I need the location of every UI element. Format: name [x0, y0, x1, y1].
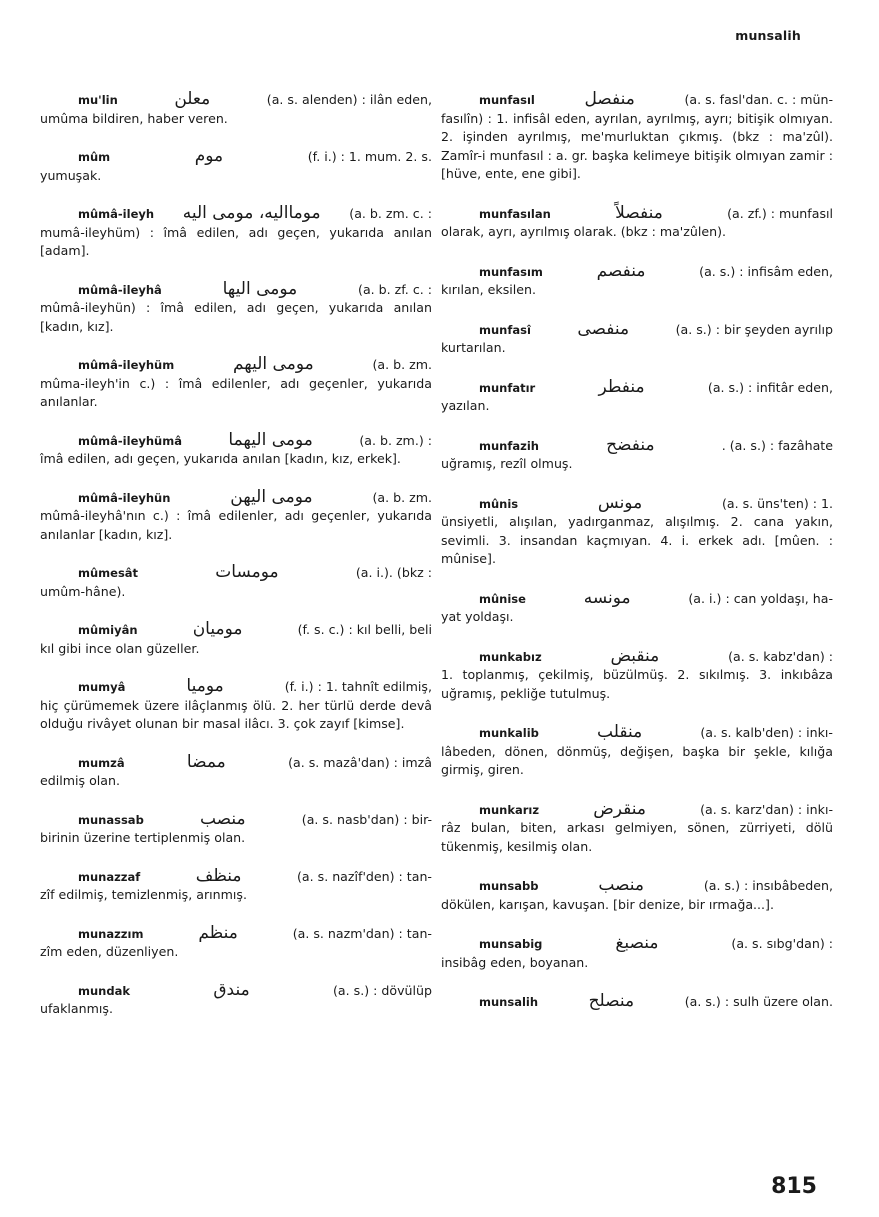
arabic-spelling: منفضح — [606, 434, 655, 455]
headword: munazzaf — [78, 869, 141, 884]
definition-start: (a. s. üns'ten) : 1. — [721, 495, 833, 511]
headword: mûmesât — [78, 566, 139, 580]
entry-first-line — [40, 867, 432, 887]
dictionary-entry — [40, 90, 432, 128]
arabic-spelling: منفصم — [596, 260, 646, 281]
headword: mumyâ — [78, 680, 126, 694]
dictionary-entry — [40, 753, 432, 791]
dictionary-entry — [441, 876, 833, 914]
definition-continuation: 1. toplanmış, çekilmiş, büzülmüş. 2. sıkılmış. 3. inkıbâza uğramış, pekliğe tutulmuş. — [441, 667, 833, 701]
definition-start: (a. b. zm.) : — [359, 432, 432, 448]
arabic-spelling: منقرض — [593, 798, 646, 819]
entry-first-line — [40, 90, 432, 110]
definition-start: (f. i.) : 1. tahnît edilmiş, — [284, 679, 432, 694]
dictionary-entry — [441, 262, 833, 300]
dictionary-entry — [40, 204, 432, 261]
headword: mûmâ-ileyh — [78, 207, 155, 221]
right-column — [441, 90, 833, 1032]
entry-first-line — [441, 992, 833, 1012]
headword: munkabız — [479, 649, 542, 664]
entry-first-line — [40, 355, 432, 375]
definition-continuation: dökülen, karışan, kavuşan. [bir denize, bir ırmağa...]. — [441, 896, 774, 912]
entry-first-line — [40, 204, 432, 224]
entry-first-line — [441, 723, 833, 743]
dictionary-entry — [441, 992, 833, 1012]
headword: mûmâ-ileyhümâ — [78, 433, 182, 448]
headword: munfasî — [479, 322, 531, 337]
dictionary-entry — [40, 620, 432, 658]
definition-start: (f. i.) : 1. mum. 2. s. — [307, 149, 432, 164]
dictionary-entry — [40, 563, 432, 601]
definition-start: (a. i.) : can yoldaşı, ha- — [688, 590, 833, 606]
left-column — [40, 90, 432, 1038]
definition-continuation: birinin üzerine tertiplenmiş olan. — [40, 830, 246, 845]
entry-first-line — [40, 753, 432, 773]
arabic-spelling: منفصل — [584, 89, 635, 109]
definition-start: (a. zf.) : munfasıl — [727, 205, 833, 221]
dictionary-entry — [40, 431, 432, 469]
headword: munfazih — [479, 438, 539, 453]
dictionary-entry — [441, 589, 833, 627]
headword: munazzım — [78, 926, 144, 941]
arabic-spelling: مومى اليهما — [228, 429, 313, 450]
dictionary-entry — [441, 494, 833, 569]
entry-first-line — [441, 589, 833, 609]
page-number: 815 — [771, 1174, 817, 1199]
dictionary-entry — [40, 867, 432, 905]
definition-continuation: hiç çürümemek üzere ilâçlanmış ölü. 2. her türlü derde devâ olduğu rivâyet olunan bir masal ilâcı. 3. çok zayıf [kimse]. — [40, 697, 432, 731]
dictionary-entry — [441, 320, 833, 358]
definition-start: (a. b. zm. — [372, 489, 432, 505]
arabic-spelling: ممضا — [186, 751, 226, 772]
headword: munassab — [78, 812, 144, 827]
dictionary-entry — [40, 924, 432, 962]
definition-start: (a. b. zm. c. : — [349, 206, 432, 221]
definition-continuation: mûmâ-ileyhün) : îmâ edilen, adı geçen, yukarıda anılan [kadın, kız]. — [40, 300, 432, 334]
definition-start: (a. s. nasb'dan) : bir- — [301, 811, 432, 827]
definition-continuation: ünsiyetli, alışılan, yadırganmaz, alışılmış. 2. cana yakın, sevimli. 3. insandan kaçmıyan. 4. i. erkek adı. [mûen. : mûnise]. — [441, 514, 833, 566]
arabic-spelling: منظم — [198, 922, 238, 943]
arabic-spelling: منصب — [199, 808, 246, 829]
definition-continuation: fasılîn) : 1. infisâl eden, ayrılan, ayrılmış, ayrı; bitişik olmıyan. 2. işinden ayrılmış, me'murluktan çıkmış. (bkz : ma'zûl). Zamîr-i munfasıl : a. gr. başka kelimeye bitişik olmıyan zamir : [hüve, ente, ene gibi]. — [441, 110, 833, 181]
dictionary-entry — [40, 355, 432, 412]
dictionary-entry — [40, 981, 432, 1019]
definition-start: (a. s. kabz'dan) : — [728, 648, 833, 664]
definition-continuation: kıl gibi ince olan güzeller. — [40, 640, 200, 656]
definition-continuation: olarak, ayrı, ayrılmış olarak. (bkz : ma'zûlen). — [441, 224, 727, 239]
headword: munfasıl — [479, 93, 535, 107]
definition-start: (a. s.) : bir şeyden ayrılıp — [675, 321, 833, 337]
arabic-spelling: مونس — [597, 492, 643, 513]
arabic-spelling: مومااليه، مومى اليه — [182, 203, 321, 223]
entry-first-line — [441, 436, 833, 456]
definition-start: (a. s.) : insıbâbeden, — [703, 878, 833, 893]
definition-start: (a. s.) : infitâr eden, — [707, 379, 833, 395]
headword: mûmiyân — [78, 623, 138, 637]
dictionary-entry — [40, 488, 432, 545]
arabic-spelling: مونسه — [583, 587, 631, 608]
definition-continuation: insibâg eden, boyanan. — [441, 954, 589, 970]
entry-first-line — [40, 981, 432, 1001]
definition-start: (a. s. karz'dan) : inkı- — [700, 801, 833, 817]
definition-start: (a. s. kalb'den) : inkı- — [700, 725, 833, 740]
entry-first-line — [441, 934, 833, 954]
dictionary-entry — [441, 723, 833, 780]
definition-start: (a. i.). (bkz : — [355, 565, 432, 580]
arabic-spelling: منفصلاً — [615, 202, 663, 223]
headword: mundak — [78, 983, 130, 998]
definition-start: . (a. s.) : fazâhate — [721, 437, 833, 453]
arabic-spelling: موميان — [192, 619, 243, 639]
entry-first-line — [441, 494, 833, 514]
running-head: munsalih — [735, 28, 801, 43]
definition-continuation: uğramış, rezîl olmuş. — [441, 456, 573, 471]
entry-first-line — [441, 800, 833, 820]
entry-first-line — [40, 280, 432, 300]
headword: mûm — [78, 150, 111, 164]
arabic-spelling: موميا — [186, 676, 224, 696]
headword: mûmâ-ileyhâ — [78, 282, 162, 297]
definition-continuation: mûmâ-ileyhâ'nın c.) : îmâ edilenler, adı geçenler, yukarıda anılanlar [kadın, kız]. — [40, 508, 432, 542]
dictionary-entry — [441, 378, 833, 416]
definition-continuation: umûma bildiren, haber veren. — [40, 110, 228, 126]
headword: mûmâ-ileyhüm — [78, 358, 175, 372]
definition-start: (a. s. sıbg'dan) : — [731, 936, 833, 951]
entry-first-line — [441, 876, 833, 896]
headword: mumzâ — [78, 755, 125, 770]
definition-continuation: râz bulan, biten, arkası gelmiyen, sönen, zürriyeti, dölü tükenmiş, kesilmiş olan. — [441, 820, 833, 854]
arabic-spelling: منظف — [195, 865, 242, 886]
dictionary-entry — [441, 800, 833, 857]
definition-continuation: îmâ edilen, adı geçen, yukarıda anılan [kadın, kız, erkek]. — [40, 451, 401, 466]
arabic-spelling: موم — [194, 146, 224, 166]
entry-first-line — [441, 320, 833, 340]
definition-continuation: edilmiş olan. — [40, 773, 120, 788]
entry-first-line — [40, 810, 432, 830]
entry-first-line — [40, 431, 432, 451]
definition-continuation: ufaklanmış. — [40, 1001, 113, 1016]
headword: munfasım — [479, 264, 543, 279]
definition-continuation: umûm-hâne). — [40, 583, 126, 599]
arabic-spelling: منفصى — [577, 318, 630, 339]
entry-first-line — [441, 378, 833, 398]
dictionary-entry — [441, 90, 833, 184]
dictionary-entry — [40, 147, 432, 185]
definition-start: (a. s. fasl'dan. c. : mün- — [684, 92, 833, 107]
dictionary-entry — [441, 436, 833, 474]
arabic-spelling: منصبغ — [615, 933, 659, 953]
definition-continuation: yat yoldaşı. — [441, 609, 514, 624]
entry-first-line — [441, 90, 833, 110]
dictionary-entry — [441, 647, 833, 704]
definition-continuation: kırılan, eksilen. — [441, 282, 537, 297]
arabic-spelling: منقبض — [610, 645, 660, 666]
definition-start: (a. s. nazm'dan) : tan- — [292, 925, 432, 941]
definition-continuation: lâbeden, dönen, dönmüş, değişen, başka bir şekle, kılığa girmiş, giren. — [441, 743, 833, 777]
definition-start: (a. s.) : infisâm eden, — [699, 263, 833, 279]
arabic-spelling: منصب — [598, 875, 644, 895]
headword: munsabb — [479, 879, 539, 893]
arabic-spelling: مندق — [213, 979, 250, 1000]
headword: mûnis — [479, 496, 519, 511]
dictionary-entry — [40, 810, 432, 848]
arabic-spelling: مومى اليهن — [230, 486, 313, 507]
headword: munsabig — [479, 937, 543, 951]
dictionary-entry — [441, 204, 833, 242]
headword: munkalib — [479, 726, 539, 740]
headword: munfatır — [479, 380, 536, 395]
arabic-spelling: منقلب — [597, 722, 643, 742]
entry-first-line — [40, 488, 432, 508]
arabic-spelling: منفطر — [598, 376, 645, 397]
definition-continuation: mûma-ileyh'in c.) : îmâ edilenler, adı geçenler, yukarıda anılanlar. — [40, 375, 432, 409]
definition-continuation: kurtarılan. — [441, 340, 506, 355]
dictionary-entry — [40, 677, 432, 734]
definition-start: (a. b. zf. c. : — [358, 281, 432, 297]
entry-first-line — [441, 262, 833, 282]
headword: mûnise — [479, 591, 526, 606]
definition-continuation: zîm eden, düzenliyen. — [40, 944, 179, 959]
definition-start: (a. s. mazâ'dan) : imzâ — [288, 754, 432, 770]
entry-first-line — [40, 620, 432, 640]
definition-continuation: yazılan. — [441, 398, 490, 413]
dictionary-entry — [40, 280, 432, 337]
arabic-spelling: مومى اليهم — [232, 354, 314, 374]
arabic-spelling: معلن — [174, 89, 211, 109]
headword: munsalih — [479, 995, 539, 1009]
definition-start: (a. s.) : sulh üzere olan. — [684, 994, 833, 1009]
definition-start: (f. s. c.) : kıl belli, beli — [297, 622, 432, 637]
entry-first-line — [40, 147, 432, 167]
headword: munkarız — [479, 802, 540, 817]
headword: mu'lin — [78, 93, 118, 107]
definition-start: (a. b. zm. — [372, 357, 432, 372]
entry-first-line — [441, 647, 833, 667]
headword: munfasılan — [479, 206, 551, 221]
definition-start: (a. s. alenden) : ilân eden, — [266, 92, 432, 107]
definition-start: (a. s.) : dövülüp — [333, 982, 432, 998]
definition-continuation: yumuşak. — [40, 167, 102, 183]
dictionary-entry — [441, 934, 833, 972]
arabic-spelling: مومسات — [215, 562, 279, 582]
entry-first-line — [40, 563, 432, 583]
headword: mûmâ-ileyhün — [78, 490, 171, 505]
entry-first-line — [40, 924, 432, 944]
arabic-spelling: مومى اليها — [222, 278, 298, 299]
entry-first-line — [441, 204, 833, 224]
arabic-spelling: منصلح — [588, 991, 635, 1011]
definition-continuation: mumâ-ileyhüm) : îmâ edilen, adı geçen, yukarıda anılan [adam]. — [40, 224, 432, 258]
definition-start: (a. s. nazîf'den) : tan- — [297, 868, 432, 884]
entry-first-line — [40, 677, 432, 697]
definition-continuation: zîf edilmiş, temizlenmiş, arınmış. — [40, 887, 247, 902]
